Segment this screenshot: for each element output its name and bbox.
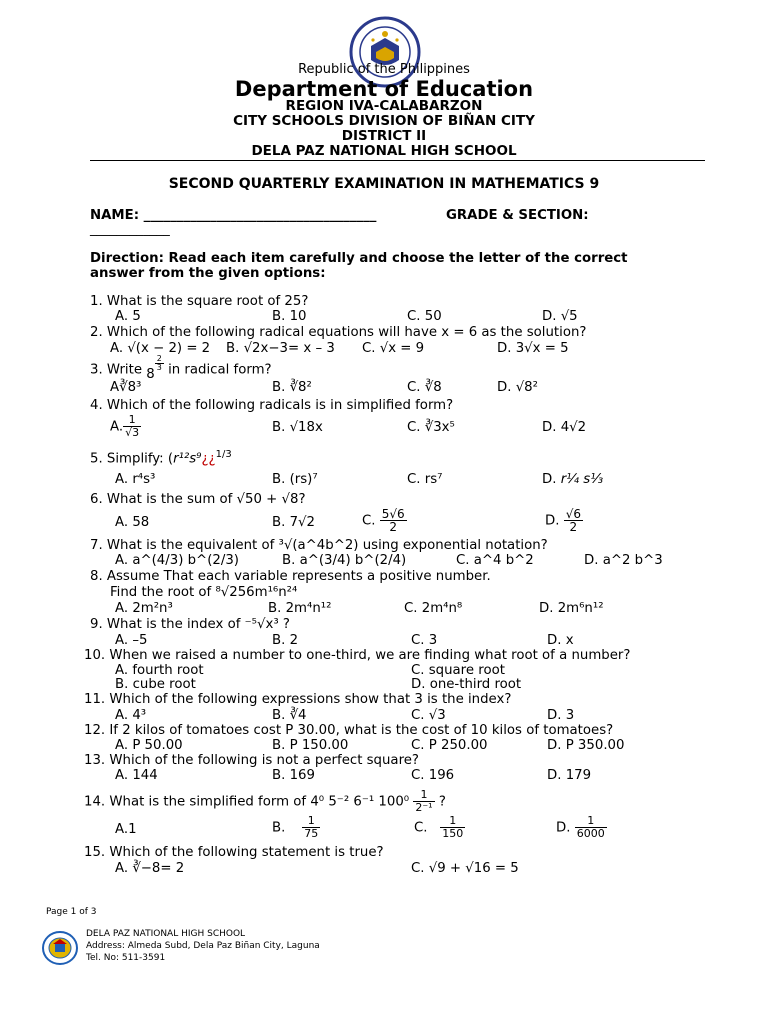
q3-option-d: D. √8² bbox=[497, 380, 538, 395]
school-name: DELA PAZ NATIONAL HIGH SCHOOL bbox=[251, 143, 517, 159]
q4-a-fraction: $\frac{1}{√3}$ bbox=[125, 413, 140, 439]
q10-option-a: A. fourth root bbox=[115, 663, 204, 678]
question-8-line-2: Find the root of ⁸√256m¹⁶n²⁴ bbox=[110, 585, 298, 600]
q12-option-d: D. P 350.00 bbox=[547, 738, 625, 753]
footer-address: Address: Almeda Subd, Dela Paz Biñan City, Laguna bbox=[86, 941, 320, 951]
question-11: 11. Which of the following expressions show that 3 is the index? bbox=[84, 692, 512, 707]
q3-option-a: A∛8³ bbox=[110, 380, 142, 395]
q2-option-c: C. √x = 9 bbox=[362, 341, 425, 356]
q12-option-b: B. P 150.00 bbox=[272, 738, 349, 753]
q3-text-pre: 3. Write bbox=[90, 362, 143, 378]
q10-option-d: D. one-third root bbox=[411, 677, 522, 692]
question-4: 4. Which of the following radicals is in simplified form? bbox=[90, 398, 454, 413]
name-field: NAME: ___________________________________ bbox=[90, 208, 377, 223]
q15-option-a: A. ∛−8= 2 bbox=[115, 861, 185, 876]
q6-option-a: A. 58 bbox=[115, 515, 150, 530]
q4-option-d: D. 4√2 bbox=[542, 420, 587, 435]
q11-option-d: D. 3 bbox=[547, 708, 575, 723]
direction-line-1: Direction: Read each item carefully and choose the letter of the correct bbox=[90, 251, 628, 266]
q9-option-b: B. 2 bbox=[272, 633, 299, 648]
republic-line: Republic of the Philippines bbox=[298, 62, 470, 77]
q10-option-b: B. cube root bbox=[115, 677, 196, 692]
q1-option-b: B. 10 bbox=[272, 309, 307, 324]
q5-option-a: A. r⁴s³ bbox=[115, 472, 156, 487]
q5-red-glyph: ¿¿ bbox=[201, 451, 216, 467]
q7-option-a: A. a^(4/3) b^(2/3) bbox=[115, 553, 239, 568]
division-line: CITY SCHOOLS DIVISION OF BIÑAN CITY bbox=[233, 113, 535, 129]
q13-option-a: A. 144 bbox=[115, 768, 158, 783]
q2-option-d: D. 3√x = 5 bbox=[497, 341, 569, 356]
question-8: 8. Assume That each variable represents a positive number. bbox=[90, 569, 491, 584]
question-10: 10. When we raised a number to one-third, we are finding what root of a number? bbox=[84, 648, 631, 663]
q4-option-b: B. √18x bbox=[272, 420, 323, 435]
q13-option-d: D. 179 bbox=[547, 768, 592, 783]
q14-fraction: $\frac{1}{\text{2⁻¹}}$ bbox=[415, 788, 433, 814]
q6-option-b: B. 7√2 bbox=[272, 515, 315, 530]
q14-option-d: D. $\frac{1}{6000}$ bbox=[556, 814, 605, 840]
q11-option-a: A. 4³ bbox=[115, 708, 147, 723]
page-number: Page 1 of 3 bbox=[46, 907, 97, 917]
q5-option-b: B. (rs)⁷ bbox=[272, 472, 318, 487]
question-6: 6. What is the sum of √50 + √8? bbox=[90, 492, 306, 507]
q1-option-c: C. 50 bbox=[407, 309, 442, 324]
exam-title: SECOND QUARTERLY EXAMINATION IN MATHEMATICS 9 bbox=[168, 176, 600, 192]
question-13: 13. Which of the following is not a perfect square? bbox=[84, 753, 419, 768]
school-logo bbox=[42, 931, 78, 965]
q11-option-c: C. √3 bbox=[411, 708, 446, 723]
q3-exponent: $\frac{2}{3}$ bbox=[156, 354, 162, 372]
q8-option-b: B. 2m⁴n¹² bbox=[268, 601, 332, 616]
q8-option-d: D. 2m⁶n¹² bbox=[539, 601, 604, 616]
grade-section-blank: ____________ bbox=[90, 222, 170, 237]
q14-option-c: C. $\frac{1}{150}$ bbox=[414, 814, 464, 840]
q5-exponent: 1/3 bbox=[215, 449, 232, 460]
q3-base: 8 bbox=[146, 366, 155, 382]
question-14: 14. What is the simplified form of 4⁰ 5⁻² 6⁻¹ 100⁰ $\frac{1}{\text{2⁻¹}}$ ? bbox=[84, 788, 446, 814]
q12-option-a: A. P 50.00 bbox=[115, 738, 183, 753]
q3-option-c: C. ∛8 bbox=[407, 380, 442, 395]
q8-option-a: A. 2m²n³ bbox=[115, 601, 173, 616]
question-15: 15. Which of the following statement is true? bbox=[84, 845, 384, 860]
question-12: 12. If 2 kilos of tomatoes cost P 30.00, what is the cost of 10 kilos of tomatoes? bbox=[84, 723, 614, 738]
q5-option-c: C. rs⁷ bbox=[407, 472, 443, 487]
q4-option-a: A. $\frac{1}{√3}$ bbox=[110, 413, 140, 439]
question-1: 1. What is the square root of 25? bbox=[90, 294, 309, 309]
q6-option-d: D. $\frac{√6}{2}$ bbox=[545, 507, 581, 534]
department-name: Department of Education bbox=[234, 77, 534, 101]
q7-option-b: B. a^(3/4) b^(2/4) bbox=[282, 553, 407, 568]
q8-option-c: C. 2m⁴n⁸ bbox=[404, 601, 463, 616]
grade-section-label: GRADE & SECTION: bbox=[446, 208, 589, 223]
q9-option-a: A. –5 bbox=[115, 633, 148, 648]
q2-option-b: B. √2x−3= x – 3 bbox=[226, 341, 335, 356]
question-2: 2. Which of the following radical equations will have x = 6 as the solution? bbox=[90, 325, 587, 340]
question-5: 5. Simplify: (r¹²s⁹¿¿$^{1/3}$ bbox=[90, 449, 232, 467]
q7-option-c: C. a^4 b^2 bbox=[456, 553, 534, 568]
q13-option-b: B. 169 bbox=[272, 768, 315, 783]
q3-option-b: B. ∛8² bbox=[272, 380, 312, 395]
q9-option-d: D. x bbox=[547, 633, 574, 648]
q1-option-a: A. 5 bbox=[115, 309, 141, 324]
question-7: 7. What is the equivalent of ³√(a^4b^2) using exponential notation? bbox=[90, 538, 548, 553]
district-line: DISTRICT II bbox=[341, 128, 427, 144]
footer-school-name: DELA PAZ NATIONAL HIGH SCHOOL bbox=[86, 929, 246, 939]
question-9: 9. What is the index of ⁻⁵√x³ ? bbox=[90, 617, 290, 632]
q15-option-c: C. √9 + √16 = 5 bbox=[411, 861, 519, 876]
q14-option-a: A.1 bbox=[115, 822, 137, 837]
q5-expression: r¹²s⁹ bbox=[173, 451, 202, 467]
q13-option-c: C. 196 bbox=[411, 768, 455, 783]
direction-line-2: answer from the given options: bbox=[90, 266, 326, 281]
header-divider bbox=[90, 160, 705, 161]
q4-option-c: C. ∛3x⁵ bbox=[407, 420, 455, 435]
question-3 bbox=[90, 354, 272, 382]
q6-option-c: C. $\frac{5√6}{2}$ bbox=[362, 507, 405, 534]
q2-option-a: A. √(x − 2) = 2 bbox=[110, 341, 211, 356]
q5-option-d: D. r¼ s⅓ bbox=[542, 472, 604, 487]
q7-option-d: D. a^2 b^3 bbox=[584, 553, 663, 568]
region-line: REGION IVA-CALABARZON bbox=[285, 98, 483, 114]
q12-option-c: C. P 250.00 bbox=[411, 738, 488, 753]
q1-option-d: D. √5 bbox=[542, 309, 578, 324]
q9-option-c: C. 3 bbox=[411, 633, 438, 648]
footer-telephone: Tel. No: 511-3591 bbox=[86, 953, 166, 963]
q11-option-b: B. ∛4 bbox=[272, 708, 307, 723]
q10-option-c: C. square root bbox=[411, 663, 505, 678]
q14-option-b: B. $\frac{1}{75}$ bbox=[272, 814, 319, 840]
q3-text-post: in radical form? bbox=[168, 362, 272, 378]
